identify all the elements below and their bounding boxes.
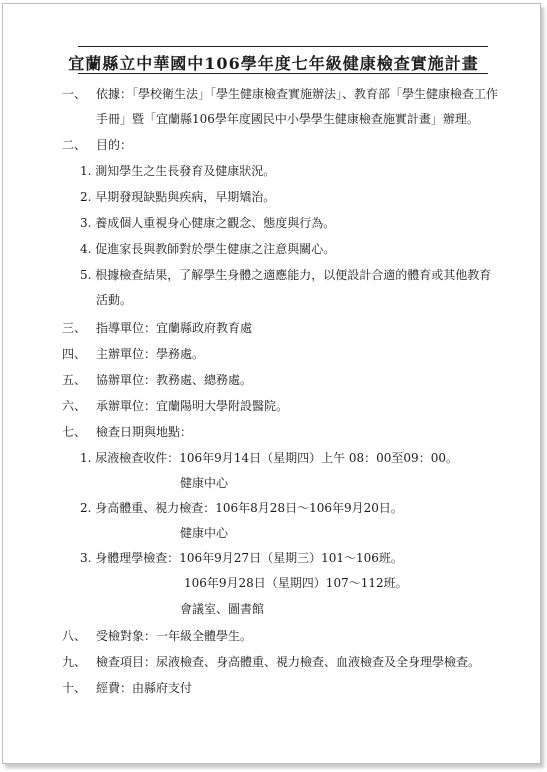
section-9-number: 九、 [62, 655, 87, 669]
section-8-number: 八、 [62, 629, 87, 643]
purpose-item-5-continued: 活動。 [96, 293, 133, 307]
schedule-item-3: 3. 身體理學檢查：106年9月27日（星期三）101～106班。 [80, 551, 403, 565]
guidance-unit: 指導單位：宜蘭縣政府教育處 [96, 321, 253, 335]
section-5-number: 五、 [62, 373, 87, 387]
host-unit: 主辦單位：學務處。 [96, 347, 205, 361]
examinee-target: 受檢對象：一年級全體學生。 [96, 629, 253, 643]
organizer-unit: 承辦單位：宜蘭陽明大學附設醫院。 [96, 399, 289, 413]
section-10-number: 十、 [62, 681, 87, 695]
section-4-number: 四、 [62, 347, 87, 361]
schedule-item-1-place: 健康中心 [180, 476, 229, 490]
title-bottom-rule [78, 73, 488, 74]
page-title: 宜蘭縣立中華國中106學年度七年級健康檢查實施計畫 [68, 54, 479, 73]
purpose-item-4: 4. 促進家長與教師對於學生健康之注意與關心。 [80, 242, 336, 256]
section-1-line-2: 手冊」暨「宜蘭縣106學年度國民中小學學生健康檢查施實計畫」辦理。 [96, 112, 479, 126]
title-top-rule [78, 46, 488, 47]
schedule-item-2-place: 健康中心 [180, 526, 229, 540]
co-host-unit: 協辦單位：教務處、總務處。 [96, 373, 253, 387]
purpose-item-5: 5. 根據檢查結果，了解學生身體之適應能力，以便設計合適的體育或其他教育 [80, 268, 492, 282]
section-1-line-1: 依據：「學校衛生法」「學生健康檢查實施辦法」、教育部「學生健康檢查工作 [96, 87, 499, 101]
section-2-number: 二、 [62, 138, 87, 152]
section-6-number: 六、 [62, 399, 87, 413]
section-7-label: 檢查日期與地點： [96, 425, 193, 439]
purpose-item-1: 1. 測知學生之生長發育及健康狀況。 [80, 164, 276, 178]
section-3-number: 三、 [62, 321, 87, 335]
purpose-item-2: 2. 早期發現缺點與疾病，早期矯治。 [80, 190, 276, 204]
funding: 經費：由縣府支付 [96, 681, 193, 695]
schedule-item-3-place: 會議室、圖書館 [180, 602, 265, 616]
section-7-number: 七、 [62, 425, 87, 439]
schedule-item-1: 1. 尿液檢查收件：106年9月14日（星期四）上午 08：00至09：00。 [80, 451, 458, 465]
section-1-number: 一、 [62, 87, 87, 101]
schedule-item-2: 2. 身高體重、視力檢查：106年8月28日～106年9月20日。 [80, 501, 403, 515]
section-2-label: 目的： [96, 138, 133, 152]
schedule-item-3-line-2: 106年9月28日（星期四）107～112班。 [184, 576, 408, 590]
exam-items: 檢查項目：尿液檢查、身高體重、視力檢查、血液檢查及全身理學檢查。 [96, 655, 481, 669]
purpose-item-3: 3. 養成個人重視身心健康之觀念、態度與行為。 [80, 216, 336, 230]
